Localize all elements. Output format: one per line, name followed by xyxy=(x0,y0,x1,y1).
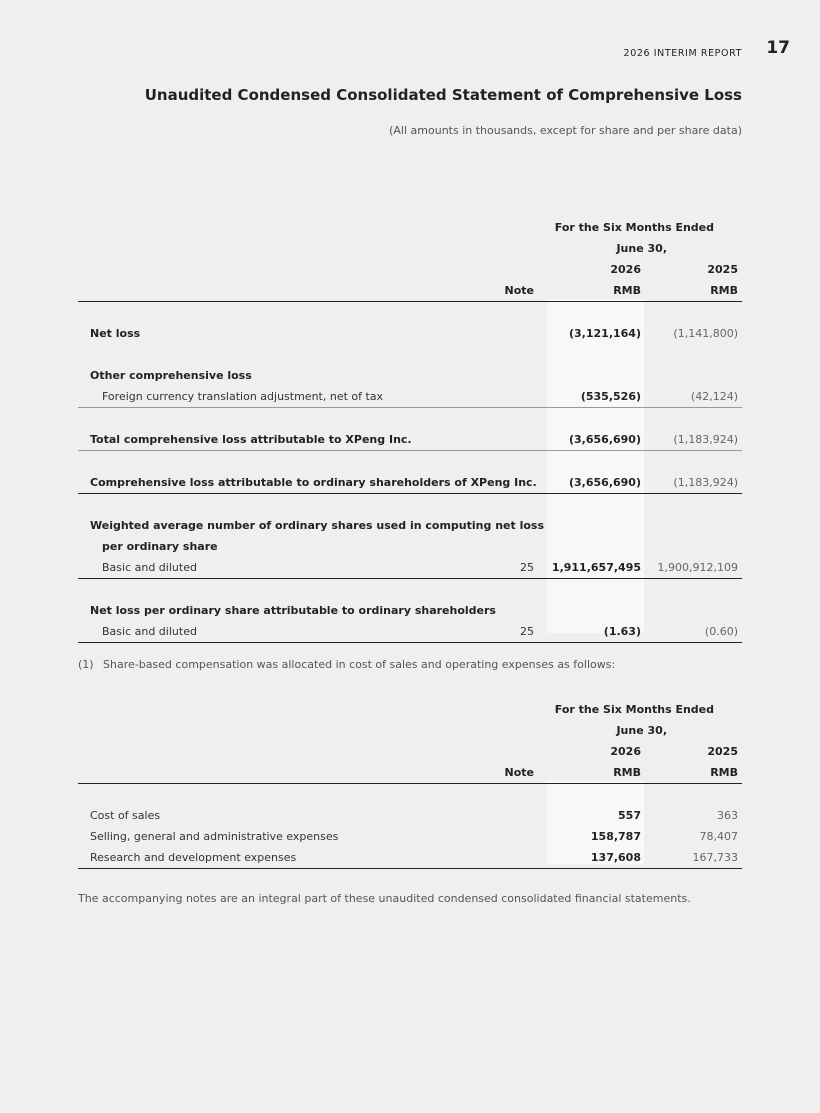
table-row-per-share-basic xyxy=(78,621,742,643)
row-label: Research and development expenses xyxy=(90,851,297,864)
closing-note: The accompanying notes are an integral part of these unaudited condensed consolidated financial statements. xyxy=(78,892,691,905)
period-header: For the Six Months Ended xyxy=(554,703,714,716)
row-label: Cost of sales xyxy=(90,809,161,822)
value-2025: (0.60) xyxy=(704,625,738,638)
value-2026: (3,656,690) xyxy=(569,433,641,446)
page-number: 17 xyxy=(766,38,790,58)
table-row-weighted-heading-2 xyxy=(78,536,742,557)
currency-2025-header: RMB xyxy=(710,284,738,297)
row-label: Net loss xyxy=(90,327,141,340)
table-row-fx xyxy=(78,386,742,408)
value-2026: 1,911,657,495 xyxy=(551,561,641,574)
table-row-sga xyxy=(78,826,742,847)
period-date: June 30, xyxy=(616,724,667,737)
year-2026-header: 2026 xyxy=(610,263,641,276)
row-label: per ordinary share xyxy=(102,540,218,553)
row-label: Foreign currency translation adjustment, net of tax xyxy=(102,390,384,403)
row-label: Other comprehensive loss xyxy=(90,369,252,382)
value-2026: (3,656,690) xyxy=(569,476,641,489)
value-2025: (1,183,924) xyxy=(673,433,738,446)
row-label: Net loss per ordinary share attributable to ordinary shareholders xyxy=(90,604,496,617)
spacer xyxy=(78,302,742,323)
table-row-cost-of-sales xyxy=(78,805,742,826)
share-based-compensation-table xyxy=(78,699,742,869)
value-2025: (1,141,800) xyxy=(673,327,738,340)
table-row-ocl-heading xyxy=(78,365,742,386)
currency-2026-header: RMB xyxy=(613,284,641,297)
currency-header-row xyxy=(78,762,742,784)
value-2026: 557 xyxy=(618,809,641,822)
year-header-row xyxy=(78,259,742,280)
value-2025: 78,407 xyxy=(699,830,738,843)
note-ref: 25 xyxy=(520,561,534,574)
value-2025: 167,733 xyxy=(692,851,738,864)
period-date-row xyxy=(78,238,742,259)
period-date: June 30, xyxy=(616,242,667,255)
spacer xyxy=(78,784,742,805)
report-header: 2026 INTERIM REPORT xyxy=(623,48,742,59)
note-ref: 25 xyxy=(520,625,534,638)
comprehensive-loss-table xyxy=(78,217,742,643)
value-2025: 363 xyxy=(717,809,738,822)
table-row-ordinary xyxy=(78,472,742,494)
value-2026: 137,608 xyxy=(590,851,641,864)
value-2025: (1,183,924) xyxy=(673,476,738,489)
note-header: Note xyxy=(504,284,534,297)
row-label: Comprehensive loss attributable to ordinary shareholders of XPeng Inc. xyxy=(90,476,537,489)
value-2025: 1,900,912,109 xyxy=(657,561,738,574)
value-2026: 158,787 xyxy=(590,830,641,843)
currency-2025-header: RMB xyxy=(710,766,738,779)
period-date-row xyxy=(78,720,742,741)
currency-header-row xyxy=(78,280,742,302)
year-2025-header: 2025 xyxy=(707,745,738,758)
year-2025-header: 2025 xyxy=(707,263,738,276)
page-title: Unaudited Condensed Consolidated Statement of Comprehensive Loss xyxy=(144,86,742,104)
footnote-marker: (1) xyxy=(78,658,94,671)
spacer xyxy=(78,344,742,365)
value-2025: (42,124) xyxy=(690,390,738,403)
period-header: For the Six Months Ended xyxy=(554,221,714,234)
row-label: Selling, general and administrative expenses xyxy=(90,830,339,843)
year-header-row xyxy=(78,741,742,762)
footnote xyxy=(78,658,615,671)
table-row-net-loss xyxy=(78,323,742,344)
spacer xyxy=(78,579,742,600)
note-header: Note xyxy=(504,766,534,779)
year-2026-header: 2026 xyxy=(610,745,641,758)
row-label: Total comprehensive loss attributable to XPeng Inc. xyxy=(90,433,412,446)
row-label: Weighted average number of ordinary shares used in computing net loss xyxy=(90,519,545,532)
footnote-text: Share-based compensation was allocated in cost of sales and operating expenses as follows: xyxy=(103,658,616,671)
value-2026: (3,121,164) xyxy=(569,327,641,340)
currency-2026-header: RMB xyxy=(613,766,641,779)
table-row-total xyxy=(78,429,742,451)
table-row-per-share-heading xyxy=(78,600,742,621)
row-label: Basic and diluted xyxy=(102,625,197,638)
table-row-weighted-heading xyxy=(78,515,742,536)
value-2026: (1.63) xyxy=(603,625,641,638)
period-header-row xyxy=(78,217,742,238)
row-label: Basic and diluted xyxy=(102,561,197,574)
value-2026: (535,526) xyxy=(580,390,641,403)
table-row-rnd xyxy=(78,847,742,869)
spacer xyxy=(78,408,742,429)
page-subtitle: (All amounts in thousands, except for share and per share data) xyxy=(389,124,742,137)
spacer xyxy=(78,494,742,515)
spacer xyxy=(78,451,742,472)
table-row-weighted-basic xyxy=(78,557,742,579)
period-header-row xyxy=(78,699,742,720)
